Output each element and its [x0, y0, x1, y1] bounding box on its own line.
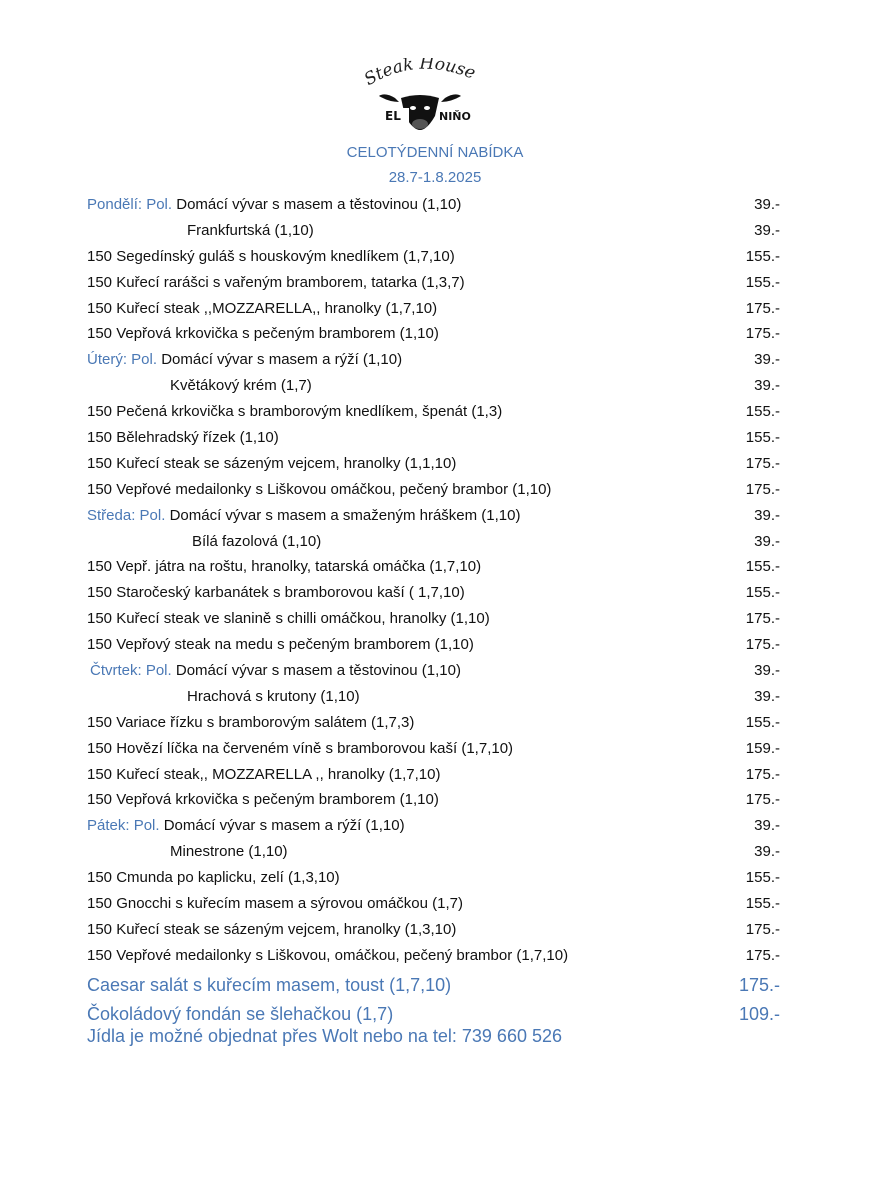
dish-name: 150 Bělehradský řízek (1,10) — [87, 429, 279, 447]
dish-price: 175.- — [745, 765, 780, 783]
dish-name: Bílá fazolová (1,10) — [192, 532, 322, 550]
dish-price: 39.- — [754, 221, 780, 239]
dish-name: 150 Staročeský karbanátek s bramborovou kaší ( 1,7,10) — [87, 584, 465, 602]
dish-price: 39.- — [754, 506, 780, 524]
day-label: Čtvrtek: Pol. — [90, 662, 172, 680]
day-label: Středa: Pol. — [87, 506, 166, 524]
dish-price: 155.- — [745, 429, 780, 447]
menu-item — [0, 632, 870, 658]
menu-item — [0, 917, 870, 943]
menu-item — [0, 684, 870, 710]
dish-name: 150 Kuřecí steak ve slanině s chilli omáčkou, hranolky (1,10) — [87, 610, 490, 628]
menu-title: CELOTÝDENNÍ NABÍDKA — [346, 144, 524, 161]
dish-name: 150 Vepřová krkovička s pečeným bramborem (1,10) — [87, 325, 439, 343]
dish-price: 39.- — [754, 351, 780, 369]
dish-name: 150 Hovězí líčka na červeném víně s bramborovou kaší (1,7,10) — [87, 739, 514, 757]
dish-name: 150 Vepřové medailonky s Liškovou, omáčkou, pečený brambor (1,7,10) — [87, 946, 569, 964]
day-label: Pondělí: Pol. — [87, 196, 173, 213]
dish-name: 150 Vepřové medailonky s Liškovou omáčkou, pečený brambor (1,10) — [87, 480, 552, 498]
dish-name: 150 Kuřecí steak se sázeným vejcem, hranolky (1,1,10) — [87, 454, 457, 472]
special-name: Čokoládový fondán se šlehačkou (1,7) — [87, 1003, 394, 1024]
menu-item — [0, 347, 870, 373]
menu-item — [0, 658, 870, 684]
dish-price: 155.- — [745, 869, 780, 887]
order-info: Jídla je možné objednat přes Wolt nebo na tel: 739 660 526 — [87, 1026, 562, 1046]
dish-name: 150 Vepř. játra na roštu, hranolky, tatarská omáčka (1,7,10) — [87, 558, 482, 576]
dish-name: Domácí vývar s masem a smaženým hráškem (1,10) — [169, 506, 521, 524]
dish-price: 39.- — [754, 662, 780, 680]
menu-item — [0, 580, 870, 606]
dish-price: 155.- — [745, 273, 780, 291]
special-price: 175.- — [738, 974, 780, 995]
menu-item — [0, 762, 870, 788]
menu-list — [0, 192, 870, 1029]
menu-item — [0, 606, 870, 632]
dish-name: 150 Kuřecí rarášci s vařeným bramborem, tatarka (1,3,7) — [87, 273, 465, 291]
dish-price: 175.- — [745, 636, 780, 654]
dish-name: Domácí vývar s masem a rýží (1,10) — [163, 817, 405, 835]
logo-brand-right: NIŇO — [439, 110, 471, 123]
special-name: Caesar salát s kuřecím masem, toust (1,7,10) — [87, 974, 452, 995]
menu-item — [0, 296, 870, 322]
menu-item — [0, 554, 870, 580]
menu-item — [0, 218, 870, 244]
dish-price: 155.- — [745, 247, 780, 265]
dish-name: 150 Vepřová krkovička s pečeným bramborem (1,10) — [87, 791, 439, 809]
menu-item — [0, 865, 870, 891]
dish-price: 39.- — [754, 196, 780, 213]
dish-price: 39.- — [754, 687, 780, 705]
dish-name: Hrachová s krutony (1,10) — [187, 687, 360, 705]
menu-item — [0, 373, 870, 399]
dish-name: Květákový krém (1,7) — [170, 377, 312, 395]
menu-item — [0, 244, 870, 270]
special-item — [0, 1000, 870, 1029]
menu-item — [0, 529, 870, 555]
special-item — [0, 971, 870, 1000]
dish-price: 155.- — [745, 403, 780, 421]
logo-script-text: Steak House — [360, 58, 479, 90]
dish-price: 175.- — [745, 454, 780, 472]
dish-name: 150 Kuřecí steak se sázeným vejcem, hranolky (1,3,10) — [87, 920, 457, 938]
day-label: Úterý: Pol. — [87, 351, 158, 369]
menu-item — [0, 503, 870, 529]
dish-name: 150 Gnocchi s kuřecím masem a sýrovou omáčkou (1,7) — [87, 895, 463, 913]
dish-name: Domácí vývar s masem a rýží (1,10) — [161, 351, 403, 369]
menu-item — [0, 839, 870, 865]
dish-name: 150 Segedínský guláš s houskovým knedlíkem (1,7,10) — [87, 247, 455, 265]
menu-item — [0, 787, 870, 813]
dish-price: 155.- — [745, 584, 780, 602]
menu-item — [0, 399, 870, 425]
dish-price: 175.- — [745, 920, 780, 938]
dish-price: 175.- — [745, 946, 780, 964]
menu-item — [0, 425, 870, 451]
dish-name: Minestrone (1,10) — [170, 843, 288, 861]
dish-name: 150 Cmunda po kaplicku, zelí (1,3,10) — [87, 869, 340, 887]
dish-name: Domácí vývar s masem a těstovinou (1,10) — [176, 196, 462, 213]
dish-price: 175.- — [745, 299, 780, 317]
menu-item — [0, 813, 870, 839]
svg-text:Steak House — [361, 58, 478, 90]
dish-name: Domácí vývar s masem a těstovinou (1,10) — [175, 662, 461, 680]
dish-price: 155.- — [745, 895, 780, 913]
dish-price: 159.- — [745, 739, 780, 757]
day-label: Pátek: Pol. — [87, 817, 160, 835]
menu-item — [0, 891, 870, 917]
dish-price: 39.- — [754, 532, 780, 550]
menu-item — [0, 270, 870, 296]
dish-price: 175.- — [745, 791, 780, 809]
restaurant-logo — [355, 58, 485, 134]
menu-item — [0, 943, 870, 969]
dish-name: 150 Kuřecí steak,, MOZZARELLA ,, hranolky (1,7,10) — [87, 765, 441, 783]
dish-price: 175.- — [745, 610, 780, 628]
dish-price: 175.- — [745, 325, 780, 343]
dish-name: 150 Variace řízku s bramborovým salátem (1,7,3) — [87, 713, 415, 731]
dish-price: 175.- — [745, 480, 780, 498]
dish-price: 39.- — [754, 377, 780, 395]
menu-item — [0, 736, 870, 762]
menu-item — [0, 451, 870, 477]
menu-item — [0, 710, 870, 736]
special-price: 109.- — [738, 1003, 780, 1024]
menu-item — [0, 321, 870, 347]
menu-item — [0, 192, 870, 218]
dish-name: 150 Pečená krkovička s bramborovým knedlíkem, špenát (1,3) — [87, 403, 503, 421]
dish-name: 150 Kuřecí steak ,,MOZZARELLA,, hranolky (1,7,10) — [87, 299, 438, 317]
dish-price: 39.- — [754, 817, 780, 835]
dish-name: Frankfurtská (1,10) — [187, 221, 314, 239]
dish-price: 155.- — [745, 713, 780, 731]
logo-brand-left: EL — [385, 109, 401, 123]
menu-date-range: 28.7-1.8.2025 — [388, 169, 482, 186]
dish-price: 155.- — [745, 558, 780, 576]
menu-item — [0, 477, 870, 503]
dish-name: 150 Vepřový steak na medu s pečeným bramborem (1,10) — [87, 636, 474, 654]
dish-price: 39.- — [754, 843, 780, 861]
